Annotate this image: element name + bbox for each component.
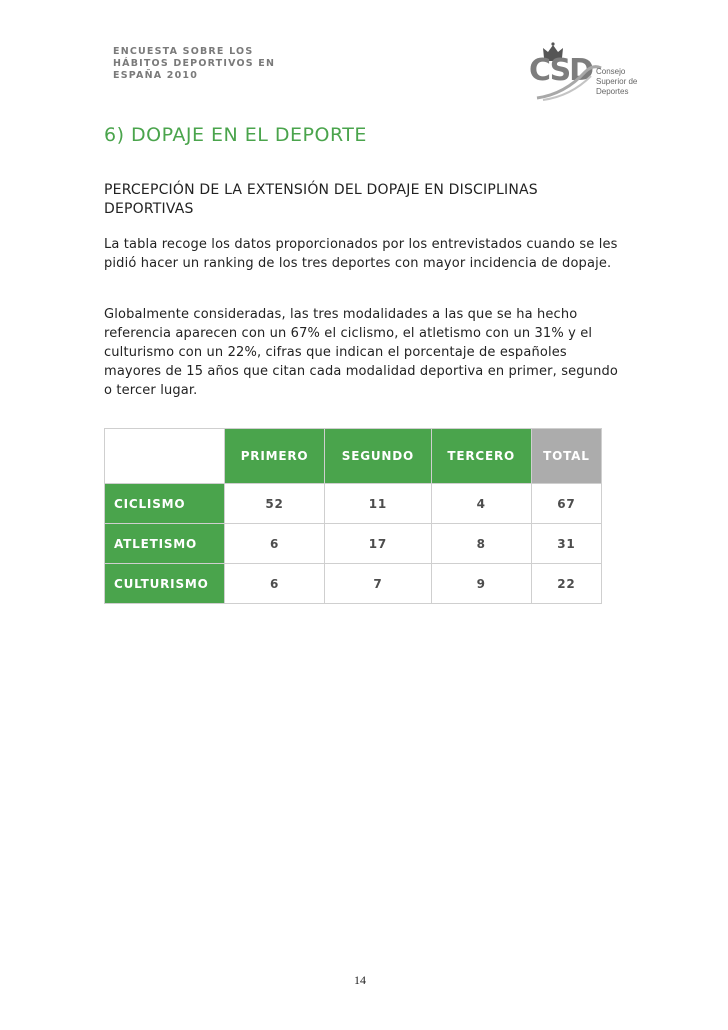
table-cell: 22 xyxy=(531,564,601,604)
page-number: 14 xyxy=(354,973,366,987)
paragraph: Globalmente consideradas, las tres modalidades a las que se ha hecho referencia aparecen con un 67% el ciclismo, el atletismo con un 31% y el culturismo con un 22%, cifras que indican el porcentaje de españoles mayores de 15 años que citan cada modalidad deportiva en primer, segundo o tercer lugar. xyxy=(104,307,618,398)
logo-line: Superior de xyxy=(596,77,638,86)
row-header: CULTURISMO xyxy=(105,564,225,604)
table-corner-cell xyxy=(105,429,225,484)
logo-brand: CSD xyxy=(529,53,593,88)
row-header: ATLETISMO xyxy=(105,524,225,564)
paragraph: La tabla recoge los datos proporcionados por los entrevistados cuando se les pidió hacer un ranking de los tres deportes con mayor incidencia de dopaje. xyxy=(104,237,618,271)
row-header: CICLISMO xyxy=(105,484,225,524)
column-header: SEGUNDO xyxy=(325,429,432,484)
doping-table xyxy=(104,428,602,604)
column-header: PRIMERO xyxy=(225,429,325,484)
table-row xyxy=(105,484,602,524)
table-row xyxy=(105,524,602,564)
table-cell: 9 xyxy=(431,564,531,604)
logo-line: Deportes xyxy=(596,87,629,96)
survey-header-line: ESPAÑA 2010 xyxy=(113,70,199,81)
table-cell: 7 xyxy=(325,564,432,604)
subtitle: PERCEPCIÓN DE LA EXTENSIÓN DEL DOPAJE EN DISCIPLINAS DEPORTIVAS xyxy=(104,182,538,217)
logo-line: Consejo xyxy=(596,67,626,76)
table-cell: 17 xyxy=(325,524,432,564)
table-cell: 67 xyxy=(531,484,601,524)
table-cell: 4 xyxy=(431,484,531,524)
table-cell: 6 xyxy=(225,564,325,604)
table-cell: 8 xyxy=(431,524,531,564)
csd-logo xyxy=(529,42,639,104)
survey-header xyxy=(113,46,275,82)
survey-header-line: HÁBITOS DEPORTIVOS EN xyxy=(113,58,276,69)
column-header: TERCERO xyxy=(431,429,531,484)
table-cell: 31 xyxy=(531,524,601,564)
table-cell: 11 xyxy=(325,484,432,524)
logo-subtitle xyxy=(596,67,637,97)
table-cell: 52 xyxy=(225,484,325,524)
table-header-row xyxy=(105,429,602,484)
table-row xyxy=(105,564,602,604)
table-cell: 6 xyxy=(225,524,325,564)
survey-header-line: ENCUESTA SOBRE LOS xyxy=(113,46,254,57)
section-title: 6) DOPAJE EN EL DEPORTE xyxy=(104,124,367,146)
column-header-total: TOTAL xyxy=(531,429,601,484)
